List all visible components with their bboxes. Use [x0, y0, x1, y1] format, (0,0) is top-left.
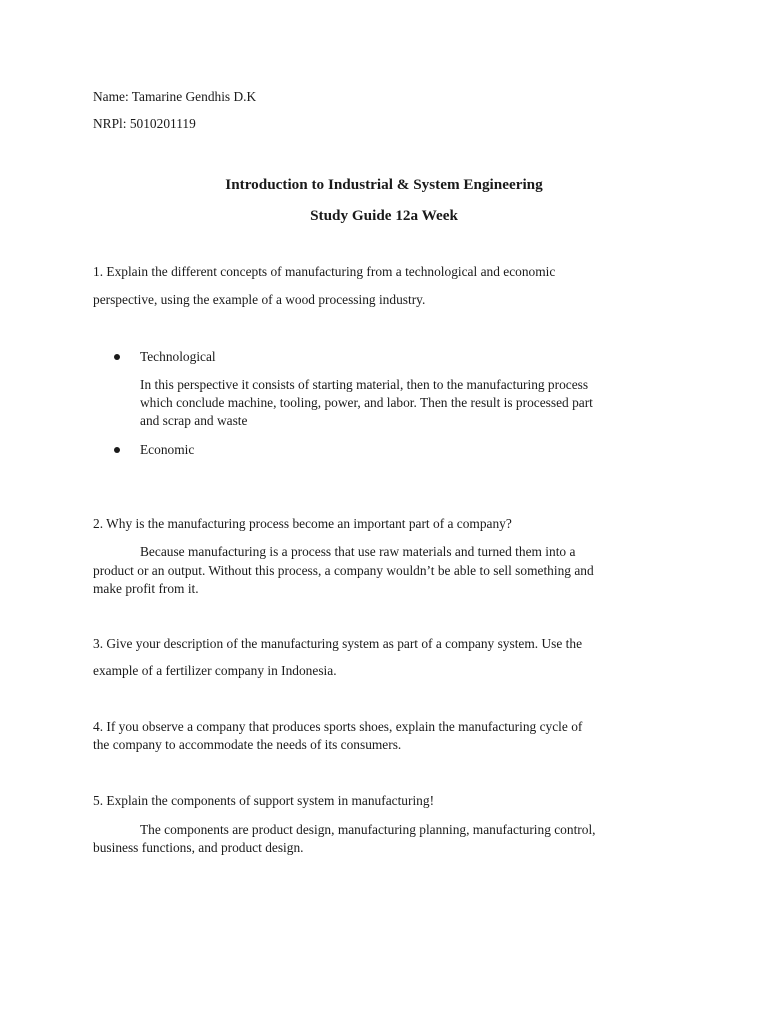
technological-answer-line-1: In this perspective it consists of starting material, then to the manufacturing process: [140, 377, 589, 392]
question-4-line-2: the company to accommodate the needs of its consumers.: [93, 737, 402, 752]
technological-answer-line-2: which conclude machine, tooling, power, and labor. Then the result is processed part: [140, 395, 593, 410]
document-subtitle: Study Guide 12a Week: [310, 207, 458, 224]
technological-answer-line-3: and scrap and waste: [140, 413, 248, 428]
question-3-line-2: example of a fertilizer company in Indonesia.: [93, 663, 337, 678]
question-5-answer-line-2: business functions, and product design.: [93, 840, 304, 855]
question-5-answer-line-1: The components are product design, manufacturing planning, manufacturing control,: [140, 822, 596, 837]
student-nrp: NRPl: 5010201119: [93, 116, 196, 131]
question-1-line-1: 1. Explain the different concepts of manufacturing from a technological and economic: [93, 264, 556, 279]
question-1-line-2: perspective, using the example of a wood processing industry.: [93, 292, 426, 307]
bullet-label-economic: Economic: [140, 442, 195, 457]
question-2-answer-line-2: product or an output. Without this process, a company wouldn’t be able to sell something and: [93, 563, 594, 578]
question-3-line-1: 3. Give your description of the manufacturing system as part of a company system. Use the: [93, 636, 583, 651]
question-5: 5. Explain the components of support system in manufacturing!: [93, 793, 435, 808]
bullet-icon: [114, 447, 120, 453]
question-2-answer-line-3: make profit from it.: [93, 581, 199, 596]
document-title: Introduction to Industrial & System Engineering: [225, 176, 543, 193]
question-2-answer-line-1: Because manufacturing is a process that use raw materials and turned them into a: [140, 544, 576, 559]
question-4-line-1: 4. If you observe a company that produces sports shoes, explain the manufacturing cycle of: [93, 719, 583, 734]
student-name: Name: Tamarine Gendhis D.K: [93, 89, 257, 104]
question-2: 2. Why is the manufacturing process become an important part of a company?: [93, 516, 512, 531]
bullet-label-technological: Technological: [140, 349, 216, 364]
bullet-icon: [114, 354, 120, 360]
